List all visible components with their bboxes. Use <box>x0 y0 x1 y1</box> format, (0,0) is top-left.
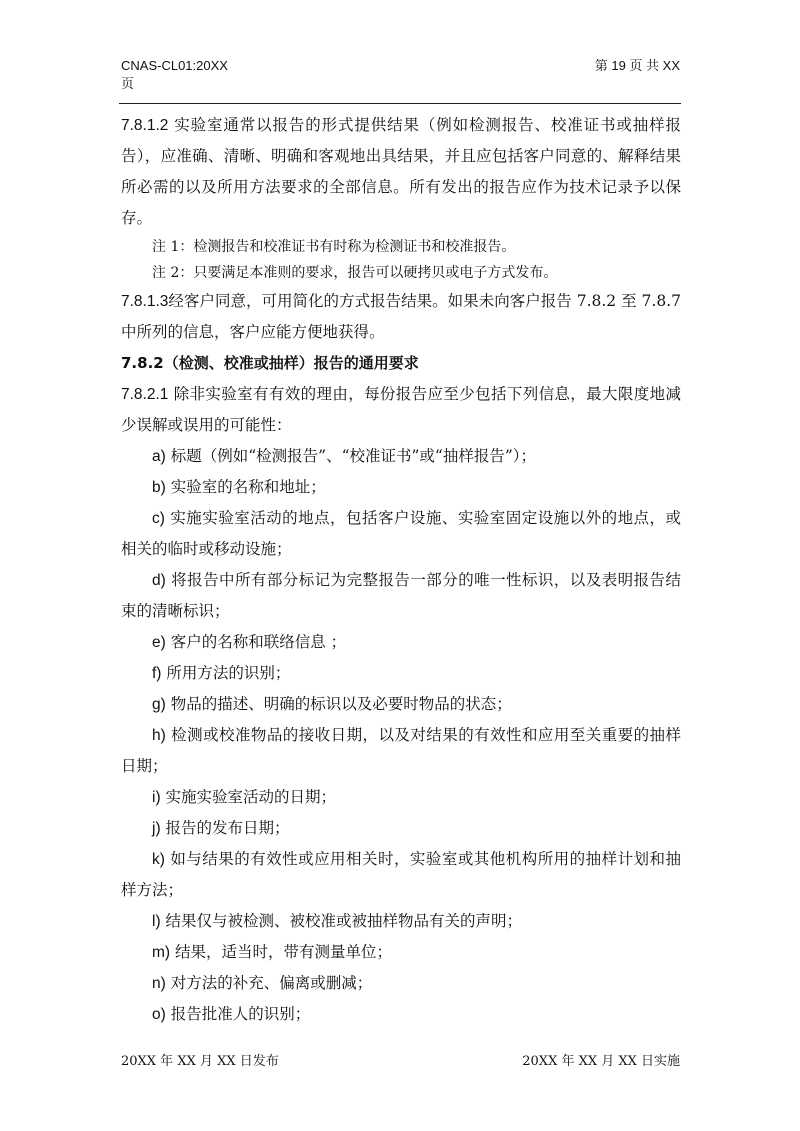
clause-7-8-1-2 <box>121 110 681 234</box>
list-item <box>121 627 681 658</box>
list-item-text: 如与结果的有效性或应用相关时，实验室或其他机构所用的抽样计划和抽样方法； <box>121 850 681 899</box>
clause-number: 7.8.1.2 <box>121 117 169 134</box>
list-item <box>121 844 681 906</box>
list-item <box>121 937 681 968</box>
list-item-label: m) <box>152 944 171 961</box>
clause-text: 经客户同意，可用简化的方式报告结果。如果未向客户报告 7.8.2 至 7.8.7 中所列的信息，客户应能方便地获得。 <box>121 292 681 341</box>
footer-implemented: 20XX 年 XX 月 XX 日实施 <box>522 1054 680 1069</box>
list-item-text: 将报告中所有部分标记为完整报告一部分的唯一性标识，以及表明报告结束的清晰标识； <box>121 571 681 620</box>
list-item <box>121 441 681 472</box>
list-item-text: 结果，适当时，带有测量单位； <box>175 943 393 961</box>
list-item-label: n) <box>152 975 166 992</box>
clause-text: 实验室通常以报告的形式提供结果（例如检测报告、校准证书或抽样报告），应准确、清晰、明确和客观地出具结果，并且应包括客户同意的、解释结果所必需的以及所用方法要求的全部信息。所有发出的报告应作为技术记录予以保存。 <box>121 116 681 227</box>
doc-code-suffix: 页 <box>121 76 135 91</box>
list-item-text: 结果仅与被检测、被校准或被抽样物品有关的声明； <box>165 912 523 930</box>
list-item <box>121 658 681 689</box>
list-item-text: 实施实验室活动的地点，包括客户设施、实验室固定设施以外的地点，或相关的临时或移动设施； <box>121 509 681 558</box>
list-item <box>121 782 681 813</box>
clause-number: 7.8.1.3 <box>121 293 169 310</box>
list-item-label: e) <box>152 634 166 651</box>
footer-published: 20XX 年 XX 月 XX 日发布 <box>121 1054 279 1069</box>
list-item-text: 标题（例如“检测报告”、“校准证书”或“抽样报告”）； <box>170 447 537 465</box>
list-item-label: d) <box>152 572 166 589</box>
document-body <box>121 110 681 1030</box>
list-item <box>121 968 681 999</box>
list-item-label: b) <box>152 479 166 496</box>
clause-text: 除非实验室有有效的理由，每份报告应至少包括下列信息，最大限度地减少误解或误用的可能性： <box>121 385 681 434</box>
clause-7-8-2-1 <box>121 379 681 441</box>
list-item-text: 所用方法的识别； <box>166 664 291 682</box>
list-item-text: 对方法的补充、偏离或删减； <box>170 974 373 992</box>
list-item-label: o) <box>152 1006 166 1023</box>
clause-7-8-1-3 <box>121 286 681 348</box>
list-item-text: 实验室的名称和地址； <box>170 478 326 496</box>
note-1: 注 1：检测报告和校准证书有时称为检测证书和校准报告。 <box>152 239 516 255</box>
list-item-label: j) <box>152 820 161 837</box>
list-item <box>121 472 681 503</box>
list-item-label: k) <box>152 851 165 868</box>
list-item-label: h) <box>152 727 166 744</box>
list-item-label: c) <box>152 510 165 527</box>
list-item-text: 客户的名称和联络信息 ； <box>170 633 347 651</box>
list-item <box>121 689 681 720</box>
list-item-text: 报告的发布日期； <box>165 819 290 837</box>
list-item <box>121 565 681 627</box>
list-item-label: g) <box>152 696 166 713</box>
list-item <box>121 720 681 782</box>
clause-number: 7.8.2.1 <box>121 386 169 403</box>
requirement-list <box>121 441 681 1030</box>
doc-code: CNAS-CL01:20XX <box>121 58 228 73</box>
list-item-text: 报告批准人的识别； <box>170 1005 311 1023</box>
list-item-label: i) <box>152 789 161 806</box>
list-item-text: 物品的描述、明确的标识以及必要时物品的状态； <box>170 695 512 713</box>
header-page-info: 第 19 页 共 XX <box>594 58 680 73</box>
header-doc-code <box>121 57 281 93</box>
list-item-text: 检测或校准物品的接收日期，以及对结果的有效性和应用至关重要的抽样日期； <box>121 726 681 775</box>
header-divider <box>119 103 681 104</box>
list-item-label: f) <box>152 665 162 682</box>
list-item <box>121 906 681 937</box>
list-item <box>121 999 681 1030</box>
list-item-label: a) <box>152 448 166 465</box>
list-item <box>121 503 681 565</box>
section-heading: 7.8.2（检测、校准或抽样）报告的通用要求 <box>121 354 419 372</box>
note-2: 注 2：只要满足本准则的要求，报告可以硬拷贝或电子方式发布。 <box>152 265 558 281</box>
list-item-label: l) <box>152 913 161 930</box>
list-item-text: 实施实验室活动的日期； <box>165 788 337 806</box>
list-item <box>121 813 681 844</box>
